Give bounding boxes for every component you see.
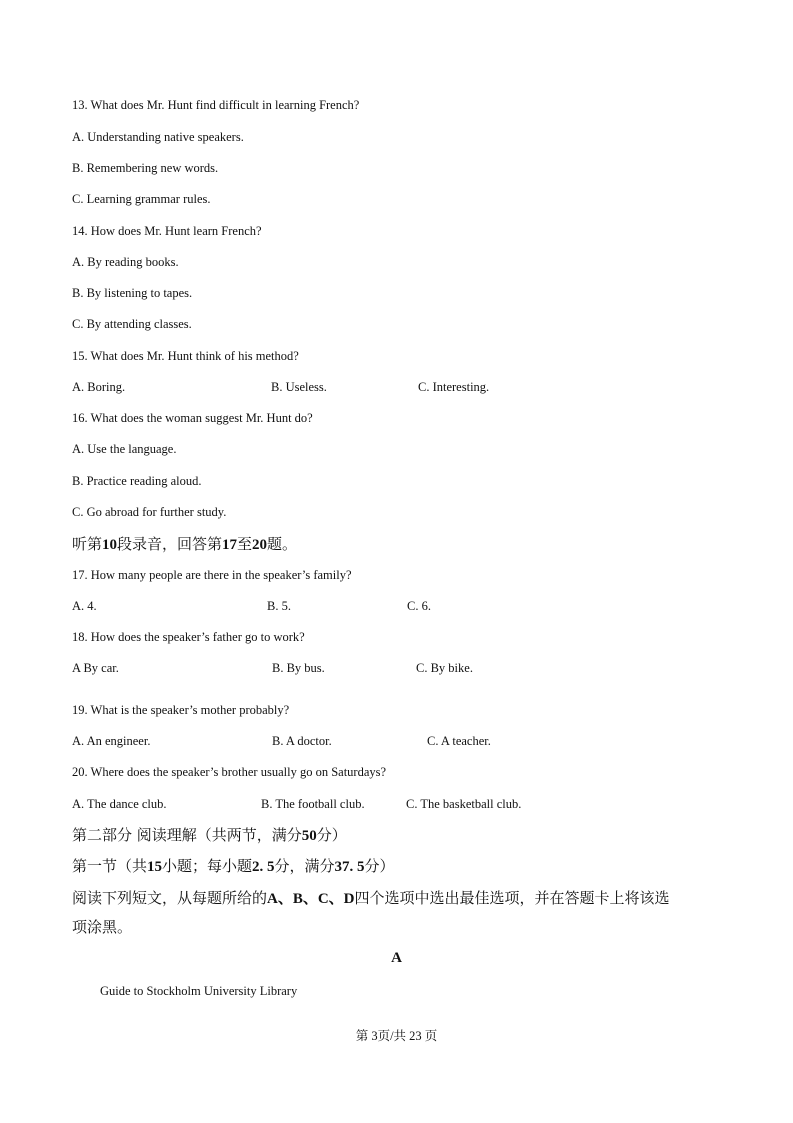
question-19: 19. What is the speaker’s mother probably? xyxy=(72,703,290,717)
q15-option-c: C. Interesting. xyxy=(418,380,490,394)
question-20: 20. Where does the speaker’s brother usually go on Saturdays? xyxy=(72,765,387,779)
q17-option-c: C. 6. xyxy=(407,599,431,613)
q20-option-b: B. The football club. xyxy=(261,797,365,811)
q16-option-b: B. Practice reading aloud. xyxy=(72,474,202,488)
q16-option-c: C. Go abroad for further study. xyxy=(72,505,227,519)
section-1-heading: 第一节（共15小题；每小题2. 5分，满分37. 5分） xyxy=(72,857,395,875)
question-14: 14. How does Mr. Hunt learn French? xyxy=(72,224,262,238)
q14-option-b: B. By listening to tapes. xyxy=(72,286,193,300)
question-17: 17. How many people are there in the speaker’s family? xyxy=(72,568,352,582)
q17-option-b: B. 5. xyxy=(267,599,291,613)
q13-option-c: C. Learning grammar rules. xyxy=(72,192,211,206)
q19-option-b: B. A doctor. xyxy=(272,734,332,748)
page-footer: 第 3页/共 23 页 xyxy=(355,1029,438,1043)
q15-option-a: A. Boring. xyxy=(72,380,126,394)
section-10-heading: 听第10段录音，回答第17至20题。 xyxy=(72,535,298,553)
q18-option-a: A By car. xyxy=(72,661,119,675)
question-13: 13. What does Mr. Hunt find difficult in learning French? xyxy=(72,98,360,112)
q18-option-c: C. By bike. xyxy=(416,661,473,675)
q18-option-b: B. By bus. xyxy=(272,661,325,675)
q20-option-a: A. The dance club. xyxy=(72,797,167,811)
instructions-line-1: 阅读下列短文，从每题所给的A、B、C、D四个选项中选出最佳选项，并在答题卡上将该选 xyxy=(72,889,670,907)
passage-letter: A xyxy=(391,950,402,966)
q19-option-c: C. A teacher. xyxy=(427,734,491,748)
q17-option-a: A. 4. xyxy=(72,599,97,613)
q15-option-b: B. Useless. xyxy=(271,380,327,394)
passage-title: Guide to Stockholm University Library xyxy=(100,984,298,998)
q13-option-a: A. Understanding native speakers. xyxy=(72,130,244,144)
question-15: 15. What does Mr. Hunt think of his method? xyxy=(72,349,299,363)
instructions-line-2: 项涂黑。 xyxy=(72,918,133,936)
q19-option-a: A. An engineer. xyxy=(72,734,151,748)
q14-option-a: A. By reading books. xyxy=(72,255,179,269)
part-2-heading: 第二部分 阅读理解（共两节，满分50分） xyxy=(72,826,347,844)
q16-option-a: A. Use the language. xyxy=(72,442,177,456)
q13-option-b: B. Remembering new words. xyxy=(72,161,219,175)
q20-option-c: C. The basketball club. xyxy=(406,797,522,811)
q14-option-c: C. By attending classes. xyxy=(72,317,192,331)
question-18: 18. How does the speaker’s father go to work? xyxy=(72,630,305,644)
question-16: 16. What does the woman suggest Mr. Hunt do? xyxy=(72,411,313,425)
